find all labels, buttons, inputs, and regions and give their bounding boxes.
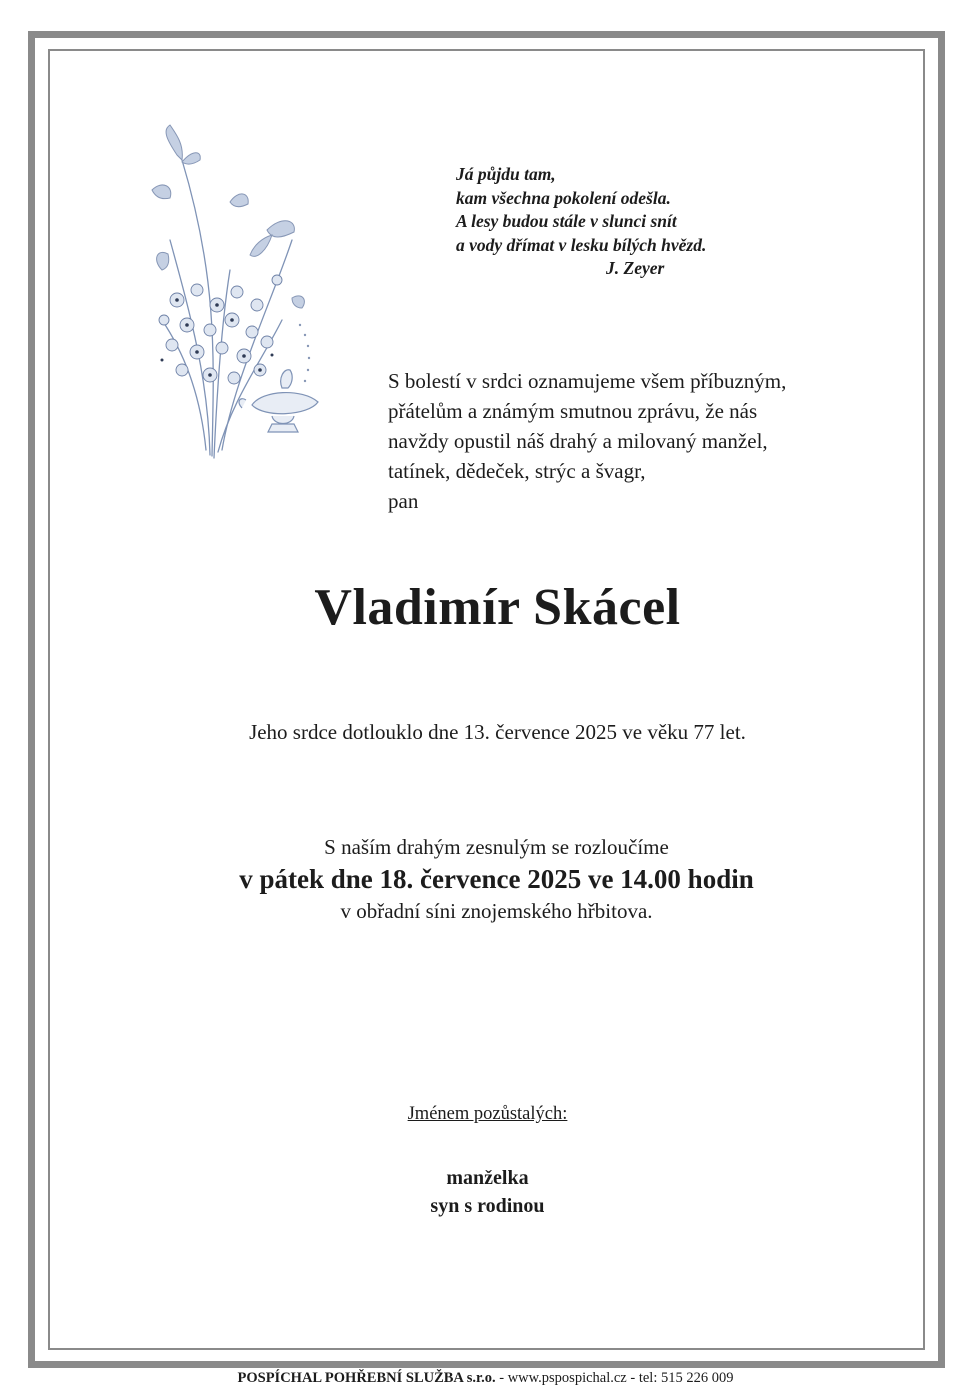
survivor: manželka: [446, 1167, 529, 1189]
poem-author: J. Zeyer: [606, 258, 665, 278]
announcement-line: tatínek, dědeček, strýc a švagr,: [388, 459, 646, 483]
death-notice: Jeho srdce dotlouklo dne 13. července 2025 ve věku 77 let.: [249, 720, 746, 744]
footer: [0, 1370, 971, 1387]
poem: [456, 163, 776, 281]
deceased-name: Vladimír Skácel: [314, 579, 681, 636]
poem-line: Já půjdu tam,: [456, 164, 556, 184]
farewell-info: [0, 832, 971, 926]
footer-company: POSPÍCHAL POHŘEBNÍ SLUŽBA s.r.o.: [237, 1370, 496, 1386]
announcement-line: S bolestí v srdci oznamujeme všem příbuzným,: [388, 369, 787, 393]
announcement-line: přátelům a známým smutnou zprávu, že nás: [388, 399, 758, 423]
farewell-intro: S naším drahým zesnulým se rozloučíme: [324, 835, 669, 859]
survivor: syn s rodinou: [430, 1195, 545, 1217]
poem-line: kam všechna pokolení odešla.: [456, 187, 671, 208]
announcement: [388, 366, 858, 516]
poem-line: a vody dřímat v lesku bílých hvězd.: [456, 234, 707, 255]
announcement-line: pan: [388, 489, 419, 513]
farewell-place: v obřadní síni znojemského hřbitova.: [340, 899, 653, 923]
footer-details: - www.pspospichal.cz - tel: 515 226 009: [495, 1370, 734, 1386]
survivors-label: Jménem pozůstalých:: [407, 1104, 568, 1124]
poem-line: A lesy budou stále v slunci snít: [456, 211, 677, 231]
farewell-datetime: v pátek dne 18. července 2025 ve 14.00 hodin: [239, 864, 754, 894]
survivors-list: [0, 1164, 971, 1220]
flower-bouquet-lamp-icon: [122, 120, 332, 470]
announcement-line: navždy opustil náš drahý a milovaný manžel,: [388, 429, 768, 453]
